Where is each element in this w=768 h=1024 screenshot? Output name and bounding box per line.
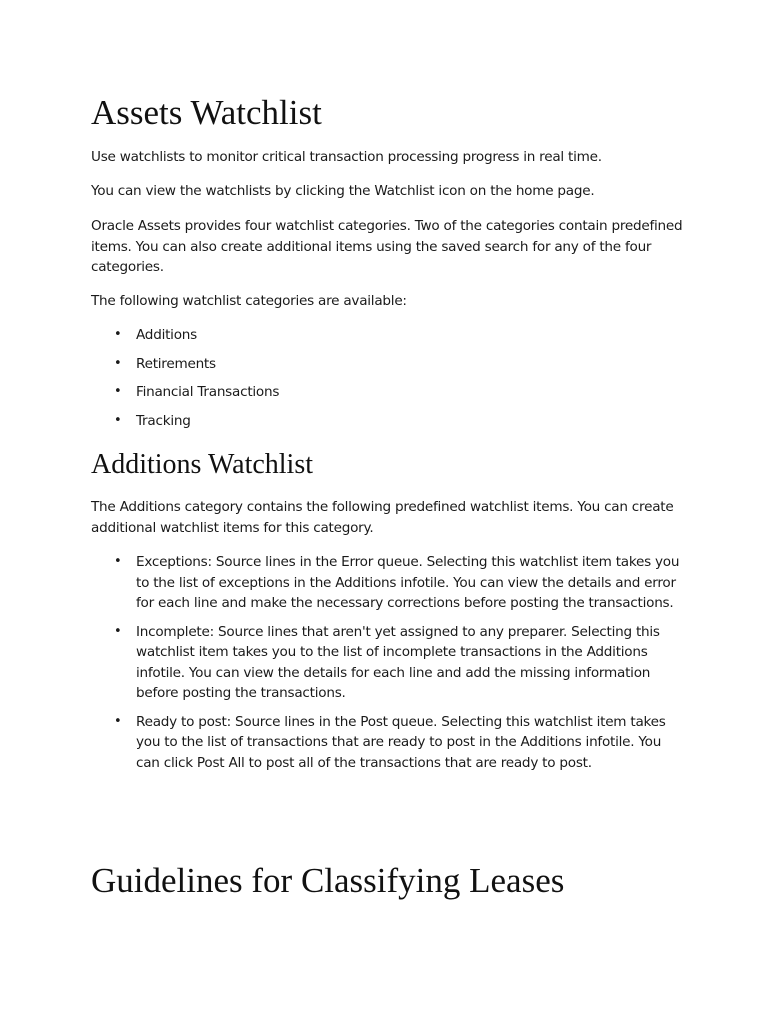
- paragraph-view-watchlists: You can view the watchlists by clicking the Watchlist icon on the home page.: [91, 183, 595, 199]
- bullet-icon: •: [114, 554, 122, 569]
- bullet-icon: •: [114, 412, 122, 428]
- category-list: [91, 325, 686, 439]
- heading-assets-watchlist: Assets Watchlist: [91, 93, 322, 132]
- heading-additions-watchlist: Additions Watchlist: [91, 449, 314, 480]
- category-additions: Additions: [136, 327, 197, 343]
- item-incomplete: Incomplete: Source lines that aren't yet assigned to any preparer. Selecting this watchlist item takes you to the list of incomplete transactions in the Additions infotile. You can view the details for each line and add the missing information before posting the transactions.: [136, 623, 660, 701]
- bullet-icon: •: [114, 327, 122, 342]
- heading-guidelines-classifying-leases: Guidelines for Classifying Leases: [91, 861, 565, 900]
- list-item: [91, 382, 686, 411]
- bullet-icon: •: [114, 623, 122, 639]
- paragraph-additions-intro: The Additions category contains the following predefined watchlist items. You can create additional watchlist items for this category.: [91, 499, 674, 536]
- list-item: [91, 712, 686, 774]
- paragraph-categories-overview: Oracle Assets provides four watchlist categories. Two of the categories contain predefined items. You can also create additional items using the saved search for any of the four categories.: [91, 218, 683, 275]
- item-ready-to-post: Ready to post: Source lines in the Post queue. Selecting this watchlist item takes you to the list of transactions that are ready to post in the Additions infotile. You can click Post All to post all of the transactions that are ready to post.: [136, 713, 666, 771]
- bullet-icon: •: [114, 384, 122, 399]
- list-item: [91, 411, 686, 440]
- category-retirements: Retirements: [136, 355, 216, 372]
- paragraph-categories-intro: The following watchlist categories are available:: [91, 293, 407, 309]
- list-item: [91, 354, 686, 383]
- bullet-icon: •: [114, 355, 122, 371]
- category-tracking: Tracking: [136, 412, 191, 429]
- category-financial-transactions: Financial Transactions: [136, 384, 280, 400]
- bullet-icon: •: [114, 713, 122, 729]
- list-item: [91, 552, 686, 614]
- list-item: [91, 325, 686, 354]
- paragraph-purpose: Use watchlists to monitor critical transaction processing progress in real time.: [91, 149, 602, 165]
- list-item: [91, 622, 686, 704]
- item-exceptions: Exceptions: Source lines in the Error queue. Selecting this watchlist item takes you to the list of exceptions in the Additions infotile. You can view the details and error for each line and make the necessary corrections before posting the transactions.: [136, 554, 680, 611]
- additions-item-list: [91, 552, 686, 781]
